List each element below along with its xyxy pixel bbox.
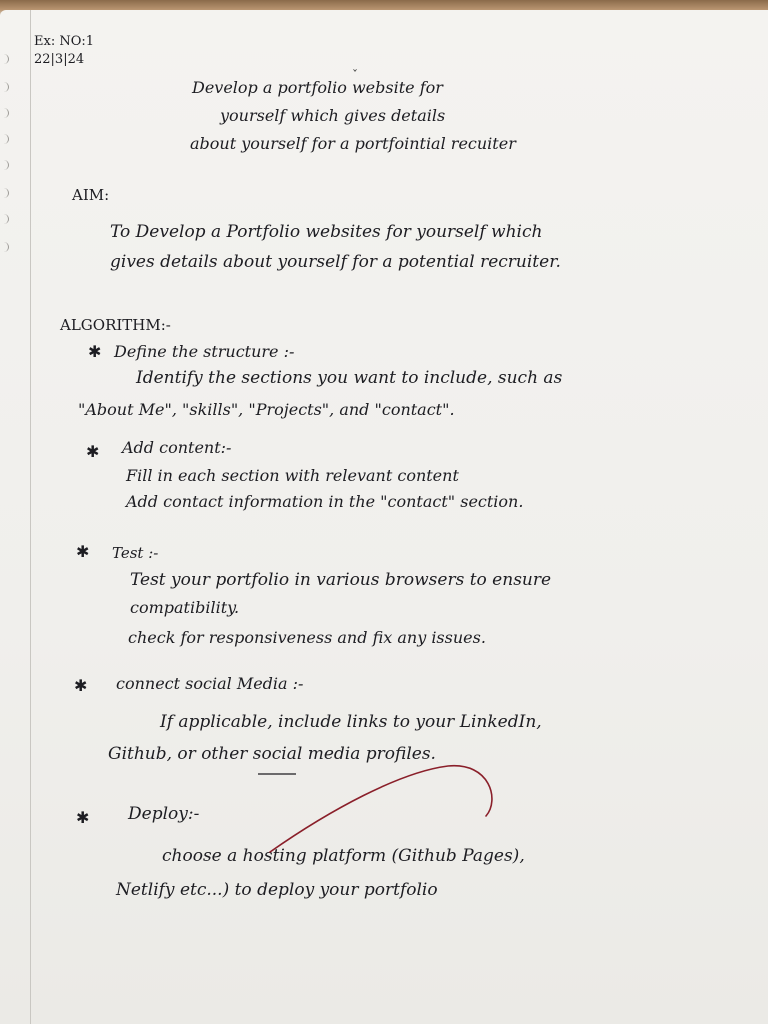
notebook-page xyxy=(0,10,768,1024)
step-line: "About Me", "skills", "Projects", and "contact". xyxy=(78,400,455,419)
algorithm-heading: ALGORITHM:- xyxy=(60,316,171,334)
step-title: Deploy:- xyxy=(128,804,200,824)
step-title: Add content:- xyxy=(122,438,232,457)
title-line-3: about yourself for a portfointial recuiter xyxy=(190,134,516,153)
tick-mark: ˇ xyxy=(352,68,358,82)
step-line: Test your portfolio in various browsers to ensure xyxy=(130,570,552,590)
aim-line-2: gives details about yourself for a potential recruiter. xyxy=(110,252,561,272)
title-line-1: Develop a portfolio website for xyxy=(192,78,443,97)
step-line: Github, or other social media profiles. xyxy=(108,744,436,764)
step-line: Add contact information in the "contact" section. xyxy=(126,492,524,511)
step-line: Netlify etc...) to deploy your portfolio xyxy=(116,880,438,900)
step-line: Identify the sections you want to include, such as xyxy=(136,368,563,388)
aim-heading: AIM: xyxy=(72,186,110,204)
title-line-2: yourself which gives details xyxy=(220,106,446,125)
bullet-star-icon: ✱ xyxy=(76,808,90,827)
aim-line-1: To Develop a Portfolio websites for yourself which xyxy=(110,222,543,242)
pen-stroke-annotation xyxy=(0,10,768,1024)
step-line: If applicable, include links to your LinkedIn, xyxy=(160,712,542,732)
step-line: compatibility. xyxy=(130,598,240,617)
step-line: Fill in each section with relevant content xyxy=(126,466,459,485)
bullet-star-icon: ✱ xyxy=(74,676,88,695)
bullet-star-icon: ✱ xyxy=(76,542,90,561)
step-line: choose a hosting platform (Github Pages), xyxy=(162,846,525,866)
bullet-star-icon: ✱ xyxy=(88,342,102,361)
step-line: check for responsiveness and fix any issues. xyxy=(128,628,486,647)
step-title: connect social Media :- xyxy=(116,674,304,693)
step-title: Test :- xyxy=(112,544,159,562)
exercise-number: Ex: NO:1 xyxy=(34,34,95,49)
exercise-date: 22|3|24 xyxy=(34,52,85,67)
bullet-star-icon: ✱ xyxy=(86,442,100,461)
step-title: Define the structure :- xyxy=(114,342,295,361)
